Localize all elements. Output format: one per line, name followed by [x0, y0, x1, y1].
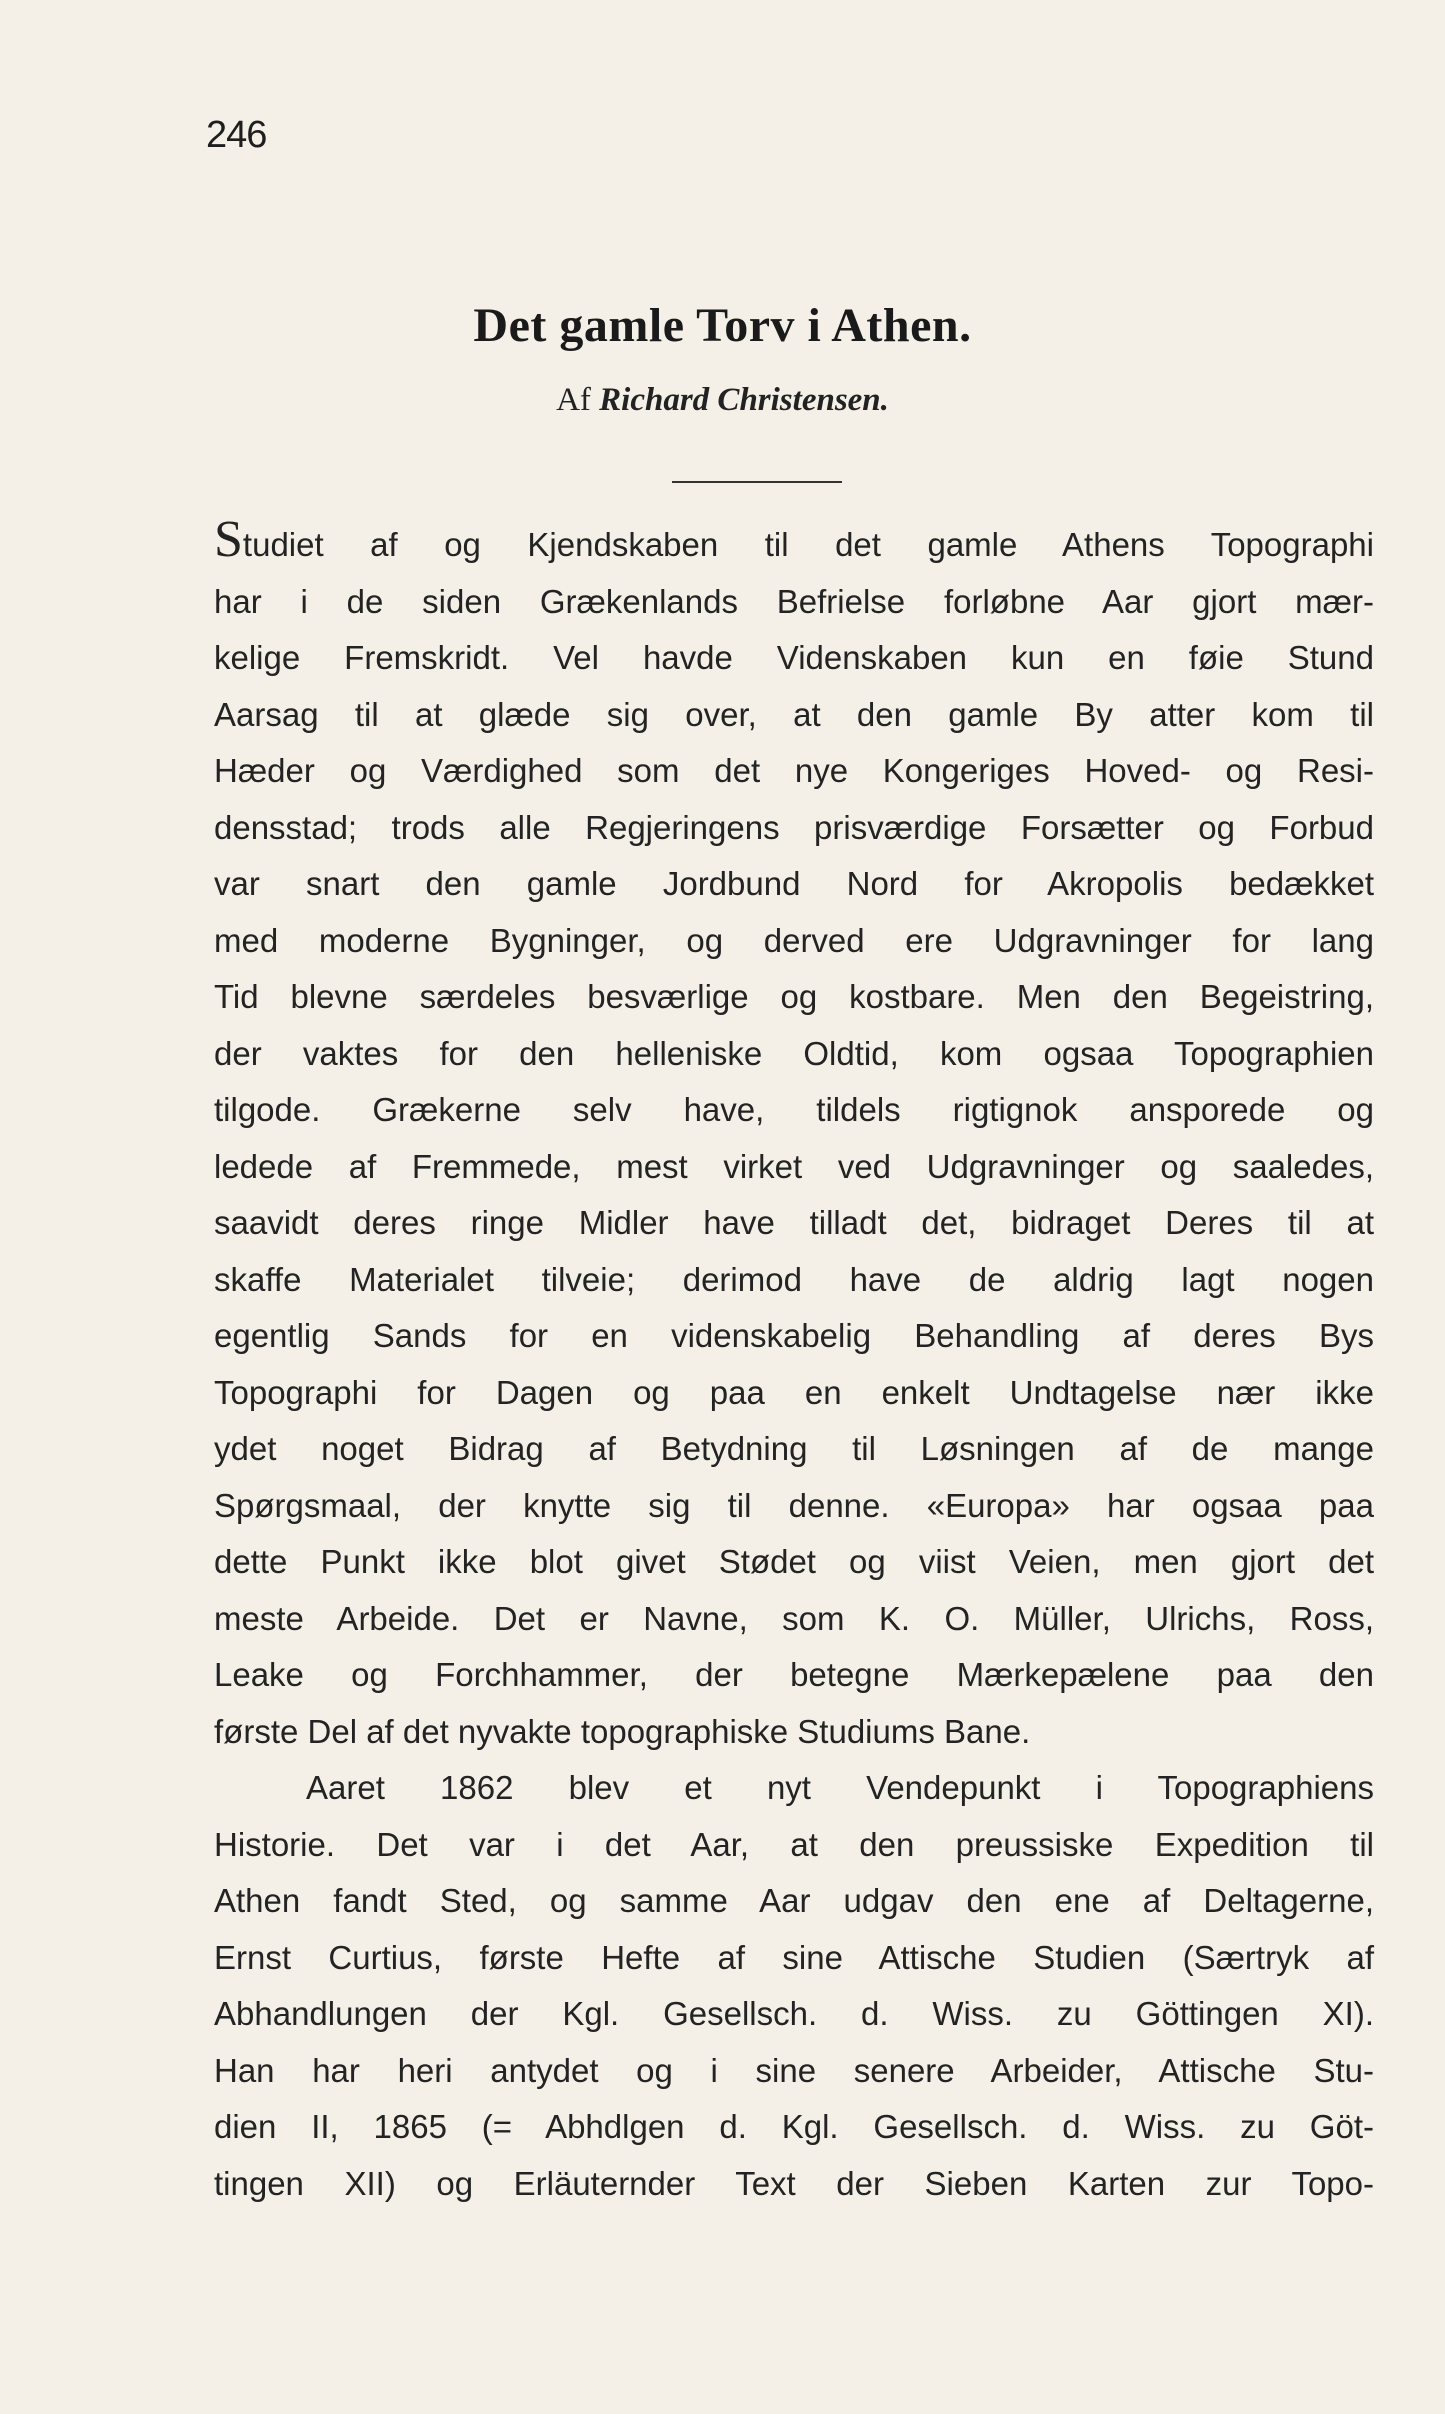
- text-line: har i de siden Grækenlands Befrielse forløbne Aar gjort mær-: [214, 582, 1374, 620]
- text-line: Abhandlungen der Kgl. Gesellsch. d. Wiss. zu Göttingen XI).: [214, 1995, 1374, 2032]
- text-line: ydet noget Bidrag af Betydning til Løsningen af de mange: [214, 1430, 1374, 1467]
- text-line: Ernst Curtius, første Hefte af sine Attische Studien (Særtryk af: [214, 1938, 1374, 1976]
- text-line: tilgode. Grækerne selv have, tildels rigtignok ansporede og: [214, 1091, 1374, 1128]
- text-line-rest: tudiet af og Kjendskaben til det gamle Athens Topographi: [242, 526, 1374, 563]
- text-line: dien II, 1865 (= Abhdlgen d. Kgl. Gesellsch. d. Wiss. zu Göt-: [214, 2108, 1374, 2145]
- text-line: Aarsag til at glæde sig over, at den gamle By atter kom til: [214, 695, 1374, 733]
- drop-cap: S: [214, 511, 243, 568]
- text-line: Han har heri antydet og i sine senere Arbeider, Attische Stu-: [214, 2051, 1374, 2089]
- text-line: Spørgsmaal, der knytte sig til denne. «Europa» har ogsaa paa: [214, 1486, 1374, 1524]
- text-line: densstad; trods alle Regjeringens prisværdige Forsætter og Forbud: [214, 808, 1374, 846]
- text-line: kelige Fremskridt. Vel havde Videnskaben kun en føie Stund: [214, 639, 1374, 676]
- text-line: Hæder og Værdighed som det nye Kongeriges Hoved- og Resi-: [214, 752, 1374, 789]
- text-line: skaffe Materialet tilveie; derimod have de aldrig lagt nogen: [214, 1260, 1374, 1298]
- text-line: tingen XII) og Erläuternder Text der Sieben Karten zur Topo-: [214, 2164, 1374, 2202]
- text-line: Historie. Det var i det Aar, at den preussiske Expedition til: [214, 1825, 1374, 1863]
- article-title: Det gamle Torv i Athen.: [473, 299, 972, 352]
- author-name: Richard Christensen.: [599, 382, 889, 418]
- text-line: Topographi for Dagen og paa en enkelt Undtagelse nær ikke: [214, 1373, 1374, 1411]
- page-number: 246: [206, 114, 267, 156]
- title-divider: [672, 481, 842, 483]
- text-line: egentlig Sands for en videnskabelig Behandling af deres Bys: [214, 1317, 1374, 1354]
- byline: [0, 382, 1445, 419]
- text-line: Tid blevne særdeles besværlige og kostbare. Men den Begeistring,: [214, 978, 1374, 1015]
- text-line: var snart den gamle Jordbund Nord for Akropolis bedækket: [214, 865, 1374, 902]
- text-line: Aaret 1862 blev et nyt Vendepunkt i Topographiens: [306, 1769, 1374, 1806]
- article-body: [214, 511, 1374, 2212]
- text-line: der vaktes for den helleniske Oldtid, kom ogsaa Topographien: [214, 1034, 1374, 1072]
- text-line: ledede af Fremmede, mest virket ved Udgravninger og saaledes,: [214, 1147, 1374, 1185]
- text-line: [214, 511, 1374, 574]
- text-line: meste Arbeide. Det er Navne, som K. O. Müller, Ulrichs, Ross,: [214, 1599, 1374, 1637]
- text-line: første Del af det nyvakte topographiske Studiums Bane.: [214, 1712, 1031, 1750]
- text-line: Athen fandt Sted, og samme Aar udgav den ene af Deltagerne,: [214, 1882, 1374, 1919]
- text-line: saavidt deres ringe Midler have tilladt det, bidraget Deres til at: [214, 1204, 1374, 1241]
- text-line: med moderne Bygninger, og derved ere Udgravninger for lang: [214, 921, 1374, 959]
- text-line: dette Punkt ikke blot givet Stødet og viist Veien, men gjort det: [214, 1543, 1374, 1580]
- byline-prefix: Af: [556, 382, 600, 418]
- text-line: Leake og Forchhammer, der betegne Mærkepælene paa den: [214, 1656, 1374, 1693]
